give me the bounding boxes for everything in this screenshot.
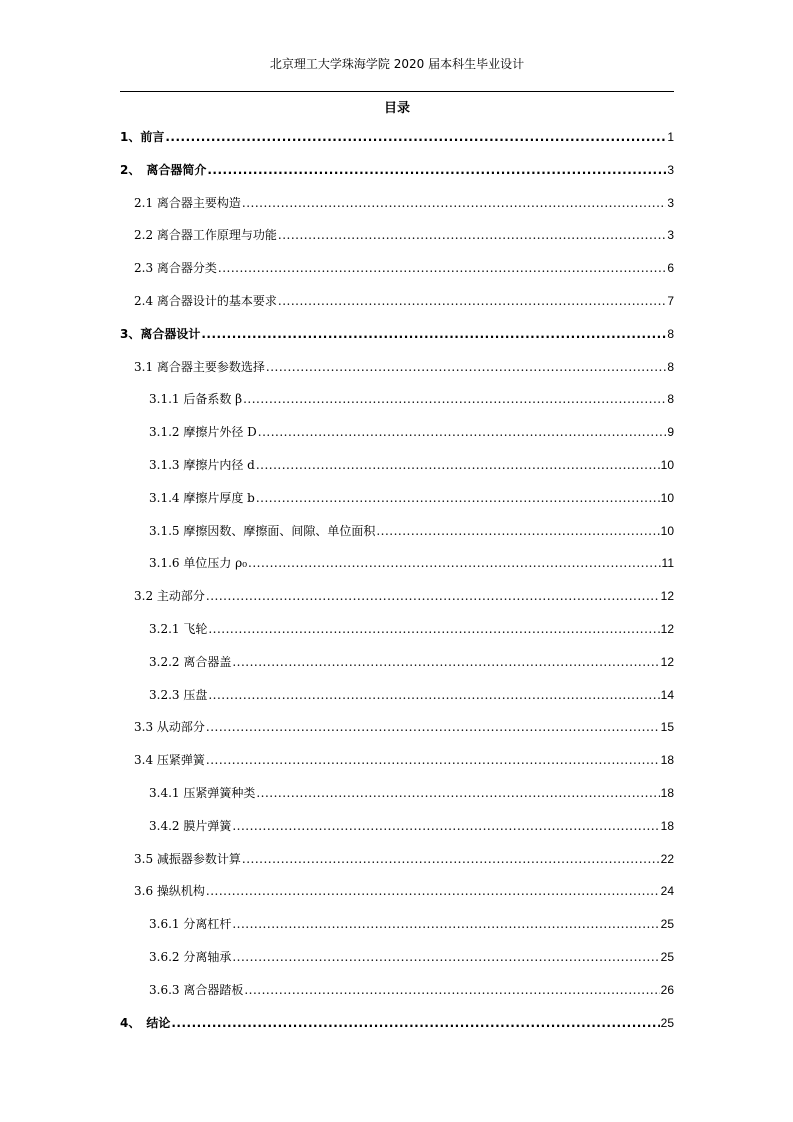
toc-entry[interactable] xyxy=(120,882,674,900)
toc-entry-title: 3.1.1 后备系数 β xyxy=(149,392,243,407)
toc-entry[interactable] xyxy=(120,489,674,507)
toc-dot-leader xyxy=(256,784,659,802)
toc-entry-page-number: 8 xyxy=(667,392,674,407)
toc-title: 目录 xyxy=(383,101,410,116)
toc-entry-page-number: 14 xyxy=(660,687,674,702)
toc-dot-leader xyxy=(206,751,660,769)
toc-entry-title: 3.1.5 摩擦因数、摩擦面、间隙、单位面积 xyxy=(149,523,376,538)
toc-dot-leader xyxy=(165,128,666,146)
toc-dot-leader xyxy=(206,718,660,736)
toc-entry[interactable] xyxy=(120,325,674,343)
toc-entry-page-number: 1 xyxy=(667,130,674,144)
toc-entry-page-number: 22 xyxy=(660,851,674,866)
toc-entry-page-number: 25 xyxy=(660,917,674,932)
toc-entry[interactable] xyxy=(120,456,674,474)
toc-entry[interactable] xyxy=(120,554,674,572)
toc-entry-page-number: 12 xyxy=(660,622,674,636)
toc-entry-page-number: 12 xyxy=(660,654,674,669)
toc-entry-page-number: 25 xyxy=(660,1015,674,1030)
toc-dot-leader xyxy=(171,1014,659,1032)
toc-dot-leader xyxy=(278,226,666,244)
toc-entry-page-number: 15 xyxy=(660,720,674,735)
toc-entry[interactable] xyxy=(120,653,674,671)
toc-entry-title: 4、 结论 xyxy=(120,1015,171,1030)
toc-entry-title: 2.4 离合器设计的基本要求 xyxy=(134,294,277,308)
toc-entry-page-number: 8 xyxy=(667,326,674,341)
toc-entry[interactable] xyxy=(120,915,674,933)
toc-dot-leader xyxy=(206,587,660,605)
toc-entry-page-number: 3 xyxy=(667,195,674,210)
toc-entry-title: 3.1 离合器主要参数选择 xyxy=(134,359,265,374)
toc-entry[interactable] xyxy=(120,1014,674,1032)
toc-entry-title: 3.4.2 膜片弹簧 xyxy=(149,818,232,833)
toc-entry-title: 1、前言 xyxy=(120,130,165,144)
toc-dot-leader xyxy=(242,850,660,868)
toc-dot-leader xyxy=(266,358,666,376)
toc-entry-page-number: 7 xyxy=(667,294,674,308)
toc-entry[interactable] xyxy=(120,981,674,999)
toc-entry[interactable] xyxy=(120,751,674,769)
toc-entry-title: 3.3 从动部分 xyxy=(134,720,205,735)
toc-dot-leader xyxy=(256,456,660,474)
page-header: 北京理工大学珠海学院 2020 届本科生毕业设计 xyxy=(269,57,525,71)
toc-entry[interactable] xyxy=(120,522,674,540)
toc-entry[interactable] xyxy=(120,226,674,244)
toc-entry-page-number: 8 xyxy=(667,359,674,374)
toc-entry[interactable] xyxy=(120,948,674,966)
toc-entry-page-number: 10 xyxy=(660,523,674,538)
toc-dot-leader xyxy=(232,817,659,835)
toc-entry[interactable] xyxy=(120,128,674,146)
toc-dot-leader xyxy=(244,981,659,999)
toc-entry-title: 3.4.1 压紧弹簧种类 xyxy=(149,786,256,800)
toc-entry-title: 2.3 离合器分类 xyxy=(134,261,217,276)
toc-entry[interactable] xyxy=(120,423,674,441)
toc-entry-title: 3.6 操纵机构 xyxy=(134,884,205,899)
header-divider xyxy=(120,91,674,92)
toc-entry[interactable] xyxy=(120,358,674,376)
toc-entry-title: 3.6.3 离合器踏板 xyxy=(149,982,244,997)
toc-dot-leader xyxy=(232,653,659,671)
toc-entry-title: 3.5 减振器参数计算 xyxy=(134,851,241,866)
toc-entry-page-number: 25 xyxy=(660,950,674,964)
toc-entry[interactable] xyxy=(120,161,674,179)
toc-entry-page-number: 11 xyxy=(661,556,674,571)
toc-entry-page-number: 6 xyxy=(667,261,674,276)
toc-dot-leader xyxy=(258,423,667,441)
toc-entry-page-number: 12 xyxy=(660,589,674,604)
toc-entry-title: 3.2 主动部分 xyxy=(134,589,205,604)
toc-entry[interactable] xyxy=(120,587,674,605)
toc-entry-title: 2、 离合器简介 xyxy=(120,162,207,177)
toc-dot-leader xyxy=(208,620,659,638)
toc-entry-title: 3.2.1 飞轮 xyxy=(149,622,208,636)
toc-dot-leader xyxy=(218,259,666,277)
toc-dot-leader xyxy=(232,948,659,966)
toc-dot-leader xyxy=(242,194,666,212)
toc-entry-title: 2.1 离合器主要构造 xyxy=(134,195,241,210)
toc-dot-leader xyxy=(207,161,666,179)
toc-entry-title: 3.1.2 摩擦片外径 D xyxy=(149,425,257,440)
toc-entry-page-number: 18 xyxy=(660,753,674,768)
toc-entry-title: 3.6.1 分离杠杆 xyxy=(149,917,232,932)
toc-entry-title: 3.1.4 摩擦片厚度 b xyxy=(149,490,255,505)
toc-entry-page-number: 18 xyxy=(660,786,674,800)
toc-dot-leader xyxy=(206,882,660,900)
toc-entry-page-number: 3 xyxy=(667,228,674,243)
toc-entry-title: 3.2.3 压盘 xyxy=(149,687,208,702)
toc-entry-page-number: 3 xyxy=(667,162,674,177)
toc-dot-leader xyxy=(256,489,660,507)
toc-entry-title: 2.2 离合器工作原理与功能 xyxy=(134,228,277,243)
toc-entry-page-number: 24 xyxy=(660,884,674,899)
toc-entry[interactable] xyxy=(120,194,674,212)
toc-entry[interactable] xyxy=(120,817,674,835)
toc-entry[interactable] xyxy=(120,850,674,868)
toc-dot-leader xyxy=(208,686,659,704)
toc-dot-leader xyxy=(243,390,666,408)
toc-entry-page-number: 10 xyxy=(660,490,674,505)
toc-entry-page-number: 26 xyxy=(660,982,674,997)
toc-entry-title: 3.6.2 分离轴承 xyxy=(149,950,232,964)
toc-entry[interactable] xyxy=(120,718,674,736)
toc-entry-title: 3.1.6 单位压力 ρ₀ xyxy=(149,556,248,571)
toc-entry-page-number: 9 xyxy=(667,425,674,440)
toc-entry-title: 3.2.2 离合器盖 xyxy=(149,654,232,669)
toc-dot-leader xyxy=(232,915,659,933)
toc-entry-page-number: 10 xyxy=(660,458,674,472)
toc-entry-page-number: 18 xyxy=(660,818,674,833)
toc-dot-leader xyxy=(201,325,666,343)
toc-entry[interactable] xyxy=(120,259,674,277)
toc-entry-title: 3.4 压紧弹簧 xyxy=(134,753,205,768)
toc-entry[interactable] xyxy=(120,784,674,802)
toc-entry[interactable] xyxy=(120,620,674,638)
toc-entry-title: 3.1.3 摩擦片内径 d xyxy=(149,458,255,472)
toc-entry[interactable] xyxy=(120,390,674,408)
toc-dot-leader xyxy=(278,292,666,310)
toc-entry[interactable] xyxy=(120,686,674,704)
toc-entry-title: 3、离合器设计 xyxy=(120,326,201,341)
toc-dot-leader xyxy=(376,522,659,540)
toc-dot-leader xyxy=(248,554,661,572)
toc-entry[interactable] xyxy=(120,292,674,310)
